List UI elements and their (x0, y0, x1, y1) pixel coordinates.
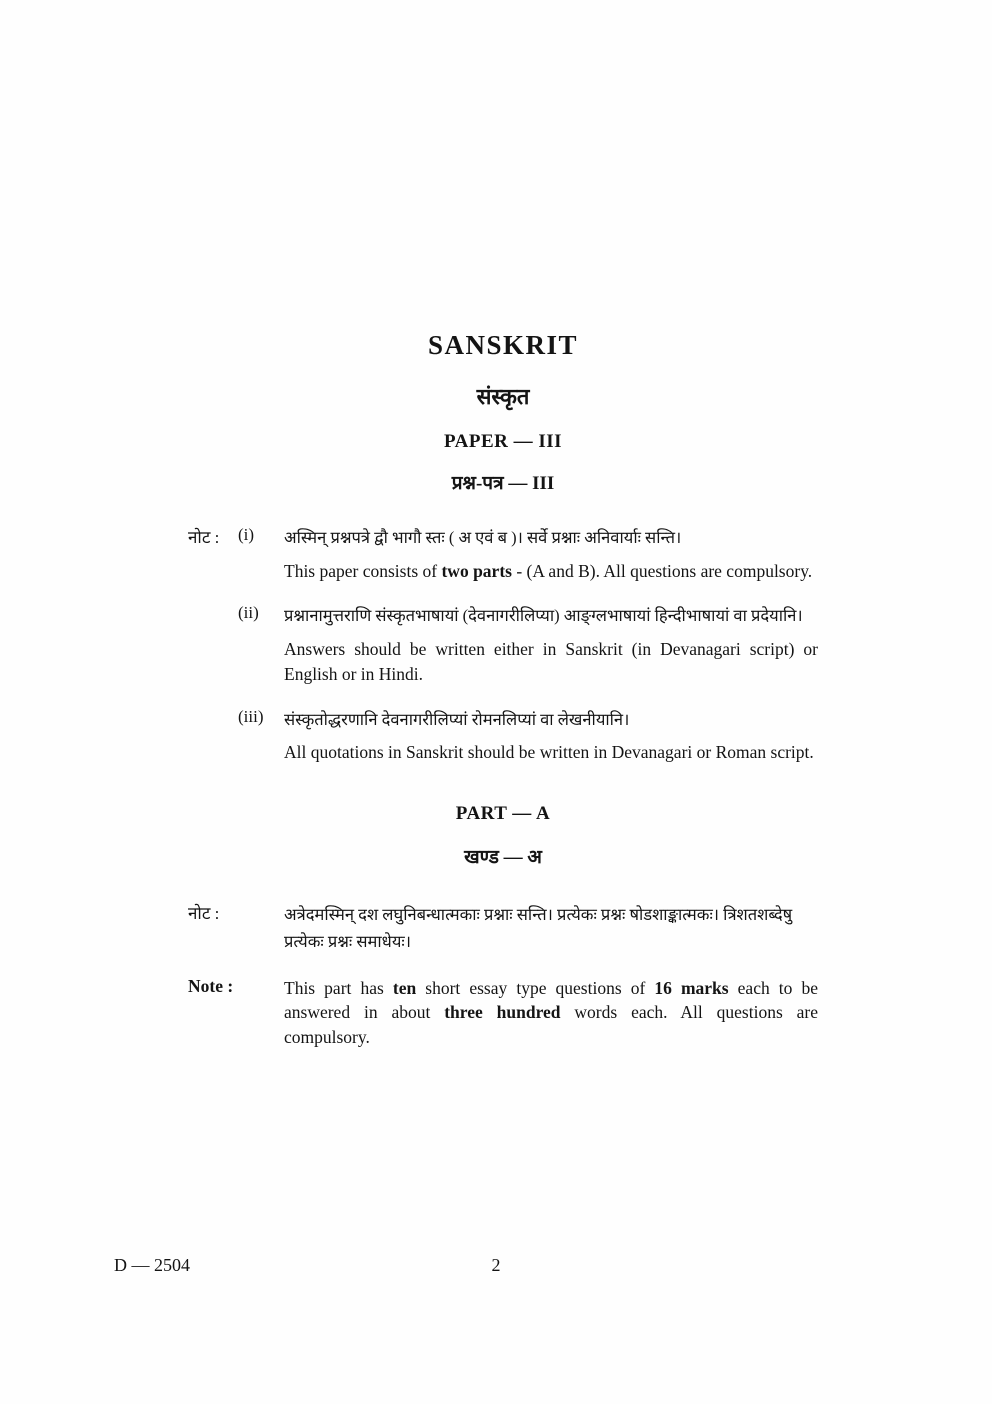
instruction-item-i (188, 525, 818, 551)
paper-heading-devanagari: प्रश्न-पत्र — III (451, 473, 555, 494)
instruction-text-devanagari-ii: प्रश्नानामुत्तराणि संस्कृतभाषायां (देवनागरीलिप्या) आङ्ग्लभाषायां हिन्दीभाषायां वा प्रदेयानि। (284, 606, 803, 626)
instruction-number-ii: (ii) (238, 603, 259, 623)
page-content (188, 330, 818, 1050)
instruction-text-english-ii: Answers should be written either in Sanskrit (in Devanagari script) or English or in Hindi. (284, 638, 818, 684)
instruction-item-iii (188, 707, 818, 733)
instruction-item-ii (188, 603, 818, 629)
footer-paper-code: D — 2504 (114, 1255, 190, 1275)
instruction-number-iii: (iii) (238, 706, 264, 726)
instruction-text-english-i: This paper consists of two parts - (A and B). All questions are compulsory. (284, 560, 813, 581)
page-title-devanagari: संस्कृत (476, 384, 530, 409)
footer-page-number: 2 (491, 1255, 501, 1275)
part-a-note-label-devanagari: नोट : (188, 904, 220, 924)
page-title: SANSKRIT (427, 330, 579, 360)
instruction-text-devanagari-iii: संस्कृतोद्धरणानि देवनागरीलिप्यां रोमनलिप्यां वा लेखनीयानि। (284, 709, 630, 729)
part-a-heading-devanagari: खण्ड — अ (464, 847, 542, 869)
part-a-note-label-english: Note : (188, 975, 234, 996)
paper-heading: PAPER — III (443, 431, 563, 452)
instructions-label-devanagari: नोट : (188, 528, 220, 547)
instruction-text-devanagari-i: अस्मिन् प्रश्नपत्रे द्वौ भागौ स्तः ( अ एवं ब )। सर्वे प्रश्नाः अनिवार्याः सन्ति। (284, 528, 682, 547)
part-a-note-text-english: This part has ten short essay type questions of 16 marks each to be answered in about three hundred words each. All questions are compulsory. (284, 977, 818, 1048)
part-a-note-english-row (188, 976, 818, 1051)
part-a-note-devanagari-row (188, 901, 818, 955)
instruction-text-english-iii: All quotations in Sanskrit should be written in Devanagari or Roman script. (284, 742, 814, 763)
part-a-heading: PART — A (455, 803, 551, 825)
part-a-note-text-devanagari: अत्रेदमस्मिन् दश लघुनिबन्धात्मकाः प्रश्नाः सन्ति। प्रत्येकः प्रश्नः षोडशाङ्कात्मकः। त्रिशतशब्देषु प्रत्येकः प्रश्नः समाधेयः। (284, 905, 793, 952)
instruction-number-i: (i) (238, 525, 255, 544)
